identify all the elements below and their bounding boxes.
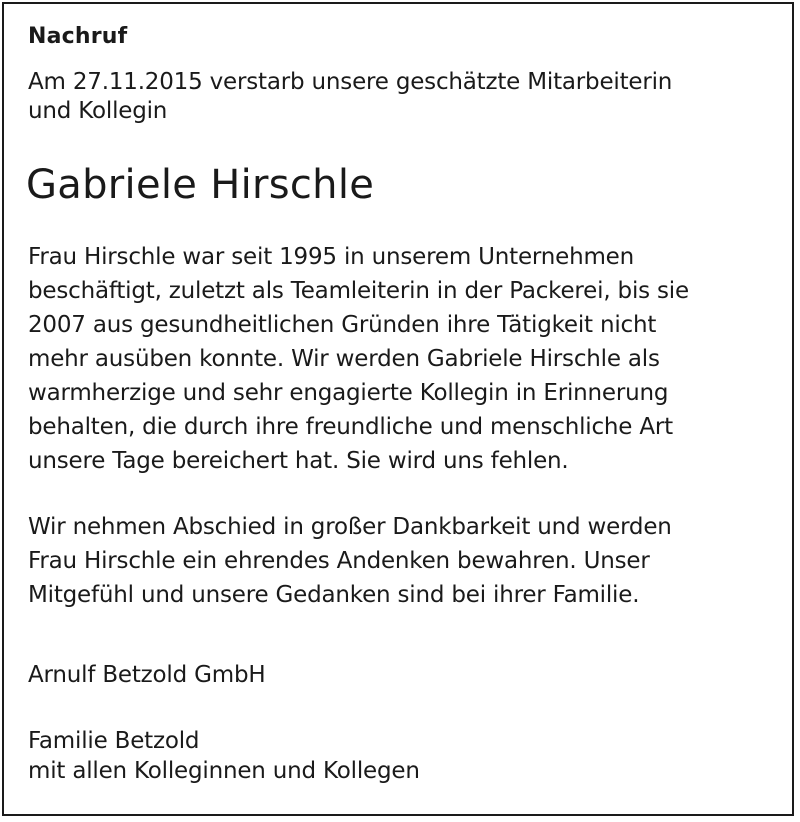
intro-text: Am 27.11.2015 verstarb unsere geschätzte Mitarbeiterin und Kollegin [28, 69, 673, 124]
obituary-notice [26, 22, 778, 784]
deceased-name: Gabriele Hirschle [26, 162, 375, 208]
signature-family: Familie Betzold mit allen Kolleginnen und Kollegen [28, 728, 420, 784]
tribute-paragraph: Frau Hirschle war seit 1995 in unserem Unternehmen beschäftigt, zuletzt als Teamleiterin in der Packerei, bis sie 2007 aus gesundheitlichen Gründen ihre Tätigkeit nicht mehr ausüben konnte. Wir werden Gabriele Hirschle als warmherzige und sehr engagierte Kollegin in Erinnerung behalten, die durch ihre freundliche und menschliche Art unsere Tage bereichert hat. Sie wird uns fehlen. [28, 244, 689, 474]
farewell-paragraph: Wir nehmen Abschied in großer Dankbarkeit und werden Frau Hirschle ein ehrendes Andenken bewahren. Unser Mitgefühl und unsere Gedanken sind bei ihrer Familie. [28, 514, 672, 608]
signature-company: Arnulf Betzold GmbH [28, 662, 266, 688]
notice-heading: Nachruf [28, 24, 128, 49]
